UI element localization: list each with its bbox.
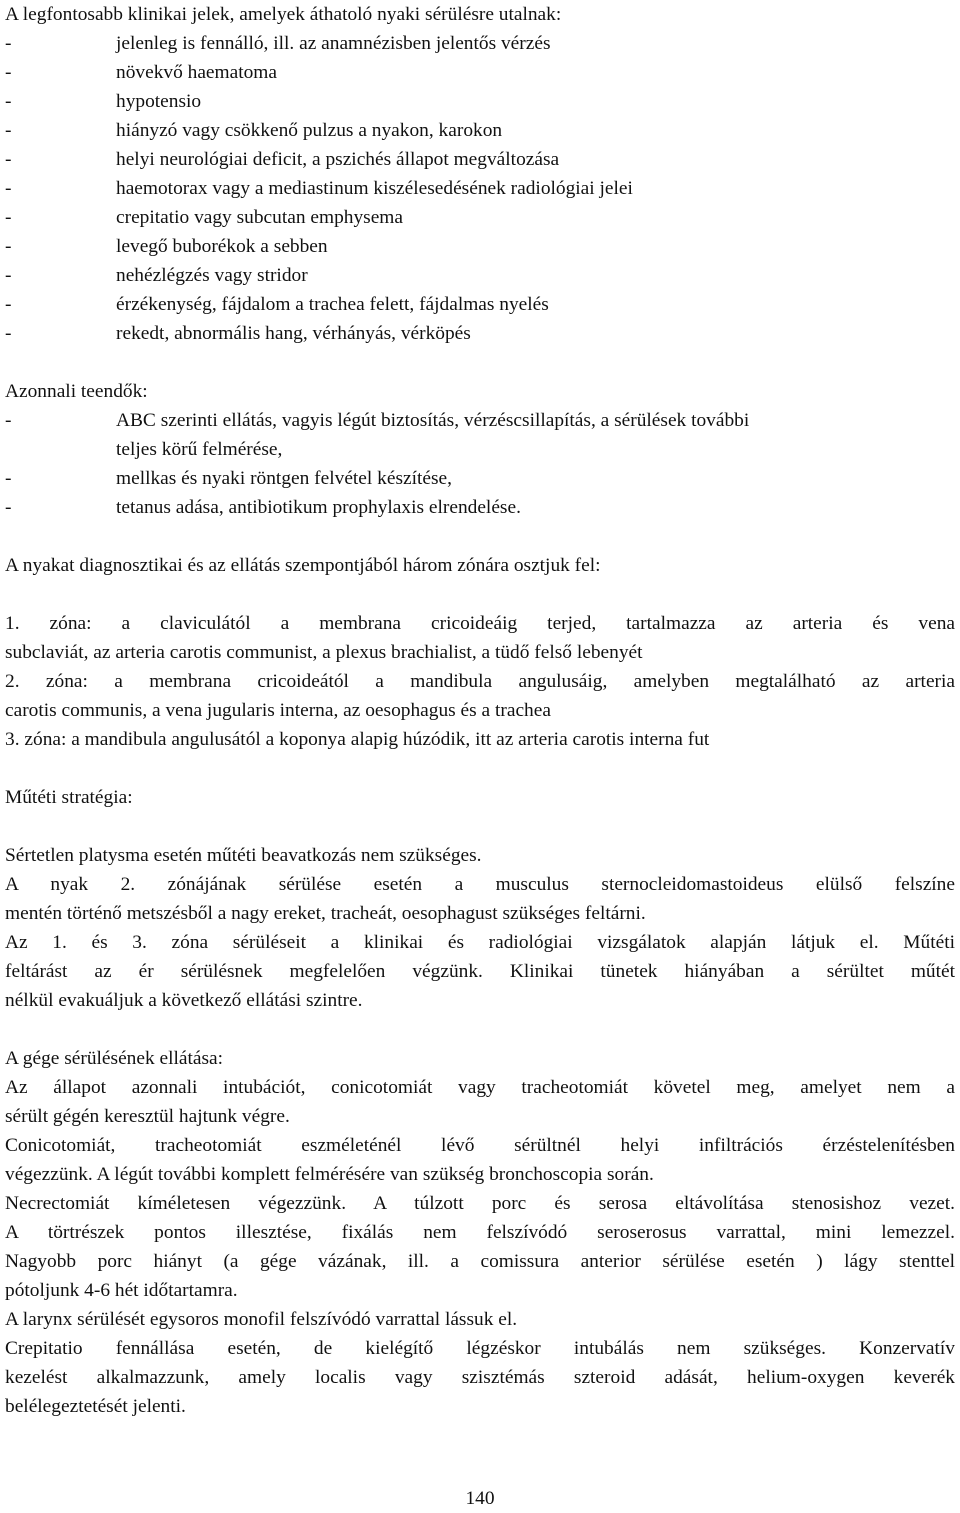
- list-item: [5, 58, 955, 87]
- list-item-text: nehézlégzés vagy stridor: [116, 265, 308, 286]
- list-item-text: tetanus adása, antibiotikum prophylaxis elrendelése.: [116, 497, 521, 518]
- larynx-paragraph-line: sérült gégén keresztül hajtunk végre.: [5, 1106, 290, 1127]
- larynx-paragraph-line: kezelést alkalmazzunk, amely localis vagy szisztémás szteroid adását, helium-oxygen keverék: [5, 1367, 955, 1388]
- list-item-text: hypotensio: [116, 91, 202, 112]
- list-dash: -: [5, 91, 12, 112]
- list-item-text: helyi neurológiai deficit, a pszichés állapot megváltozása: [116, 149, 560, 170]
- strategy-paragraph-line: Sértetlen platysma esetén műtéti beavatkozás nem szükséges.: [5, 845, 482, 866]
- zone-1-line-1: 1. zóna: a claviculától a membrana cricoideáig terjed, tartalmazza az arteria és vena: [5, 613, 955, 634]
- larynx-paragraph-line: Az állapot azonnali intubációt, conicotomiát vagy tracheotomiát követel meg, amelyet nem a: [5, 1077, 955, 1098]
- zones-intro: A nyakat diagnosztikai és az ellátás szempontjából három zónára osztjuk fel:: [5, 555, 601, 576]
- list-dash: -: [5, 410, 12, 431]
- list-item-continuation: teljes körű felmérése,: [116, 439, 283, 460]
- list-dash: -: [5, 468, 12, 489]
- larynx-paragraph-line: A törtrészek pontos illesztése, fixálás nem felszívódó seroserosus varrattal, mini lemezzel.: [5, 1222, 955, 1243]
- list-item: [5, 493, 955, 522]
- list-item-text: ABC szerinti ellátás, vagyis légút biztosítás, vérzéscsillapítás, a sérülések további: [116, 410, 750, 431]
- list-dash: -: [5, 294, 12, 315]
- list-item-text: haemotorax vagy a mediastinum kiszélesedésének radiológiai jelei: [116, 178, 633, 199]
- list-item-text: mellkas és nyaki röntgen felvétel készítése,: [116, 468, 452, 489]
- zone-2-line-1: 2. zóna: a membrana cricoideától a mandibula angulusáig, amelyben megtalálható az arteria: [5, 671, 955, 692]
- strategy-paragraph-line: nélkül evakuáljuk a következő ellátási szintre.: [5, 990, 363, 1011]
- list-item: [5, 87, 955, 116]
- list-item: [5, 116, 955, 145]
- strategy-paragraph-line: Az 1. és 3. zóna sérüléseit a klinikai és radiológiai vizsgálatok alapján látjuk el. Műtéti: [5, 932, 955, 953]
- larynx-paragraph-line: Necrectomiát kíméletesen végezzünk. A túlzott porc és serosa eltávolítása stenosishoz vezet.: [5, 1193, 955, 1214]
- list-dash: -: [5, 33, 12, 54]
- list-item-text: hiányzó vagy csökkenő pulzus a nyakon, karokon: [116, 120, 503, 141]
- list-item-text: levegő buborékok a sebben: [116, 236, 328, 257]
- list-dash: -: [5, 207, 12, 228]
- list-item: [5, 464, 955, 493]
- larynx-paragraph-line: végezzünk. A légút további komplett felmérésére van szükség bronchoscopia során.: [5, 1164, 654, 1185]
- list-item: [5, 29, 955, 58]
- list-dash: -: [5, 236, 12, 257]
- page-number: 140: [465, 1488, 495, 1509]
- zone-3-line: 3. zóna: a mandibula angulusától a koponya alapig húzódik, itt az arteria carotis interna fut: [5, 729, 710, 750]
- list-dash: -: [5, 178, 12, 199]
- list-item: [5, 406, 955, 435]
- strategy-paragraph-line: A nyak 2. zónájának sérülése esetén a musculus sternocleidomastoideus elülső felszíne: [5, 874, 955, 895]
- list-dash: -: [5, 120, 12, 141]
- list-item-text: jelenleg is fennálló, ill. az anamnézisben jelentős vérzés: [116, 33, 551, 54]
- list-item: [5, 319, 955, 348]
- list-item: [5, 145, 955, 174]
- zone-2-line-2: carotis communis, a vena jugularis interna, az oesophagus és a trachea: [5, 700, 551, 721]
- list-item: [5, 290, 955, 319]
- signs-heading: A legfontosabb klinikai jelek, amelyek áthatoló nyaki sérülésre utalnak:: [5, 4, 562, 25]
- tasks-heading: Azonnali teendők:: [5, 381, 148, 402]
- list-item: [5, 232, 955, 261]
- larynx-paragraph-line: belélegeztetését jelenti.: [5, 1396, 186, 1417]
- larynx-paragraph-line: Crepitatio fennállása esetén, de kielégítő légzéskor intubálás nem szükséges. Konzervatív: [5, 1338, 955, 1359]
- larynx-heading: A gége sérülésének ellátása:: [5, 1048, 224, 1069]
- strategy-paragraph-line: feltárást az ér sérülésnek megfelelően végzünk. Klinikai tünetek hiányában a sérültet műtét: [5, 961, 955, 982]
- signs-list: [5, 29, 955, 348]
- list-item: [5, 261, 955, 290]
- list-item-text: növekvő haematoma: [116, 62, 277, 83]
- list-dash: -: [5, 149, 12, 170]
- list-item-text: érzékenység, fájdalom a trachea felett, fájdalmas nyelés: [116, 294, 549, 315]
- zone-1-line-2: subclaviát, az arteria carotis communist, a plexus brachialist, a tüdő felső lebenyét: [5, 642, 643, 663]
- list-item: [5, 203, 955, 232]
- document-page: [5, 0, 955, 1421]
- strategy-heading: Műtéti stratégia:: [5, 787, 133, 808]
- strategy-paragraph-line: mentén történő metszésből a nagy ereket, tracheát, oesophagust szükséges feltárni.: [5, 903, 646, 924]
- larynx-paragraph-line: Nagyobb porc hiányt (a gége vázának, ill. a comissura anterior sérülése esetén ) lágy stenttel: [5, 1251, 955, 1272]
- list-item-text: crepitatio vagy subcutan emphysema: [116, 207, 403, 228]
- list-dash: -: [5, 265, 12, 286]
- list-dash: -: [5, 62, 12, 83]
- list-item: [5, 174, 955, 203]
- larynx-paragraph-line: A larynx sérülését egysoros monofil felszívódó varrattal lássuk el.: [5, 1309, 518, 1330]
- list-dash: -: [5, 323, 12, 344]
- larynx-paragraph-line: pótoljunk 4-6 hét időtartamra.: [5, 1280, 238, 1301]
- list-item-text: rekedt, abnormális hang, vérhányás, vérköpés: [116, 323, 471, 344]
- larynx-paragraph-line: Conicotomiát, tracheotomiát eszméleténél lévő sérültnél helyi infiltrációs érzéstelenítésben: [5, 1135, 955, 1156]
- list-dash: -: [5, 497, 12, 518]
